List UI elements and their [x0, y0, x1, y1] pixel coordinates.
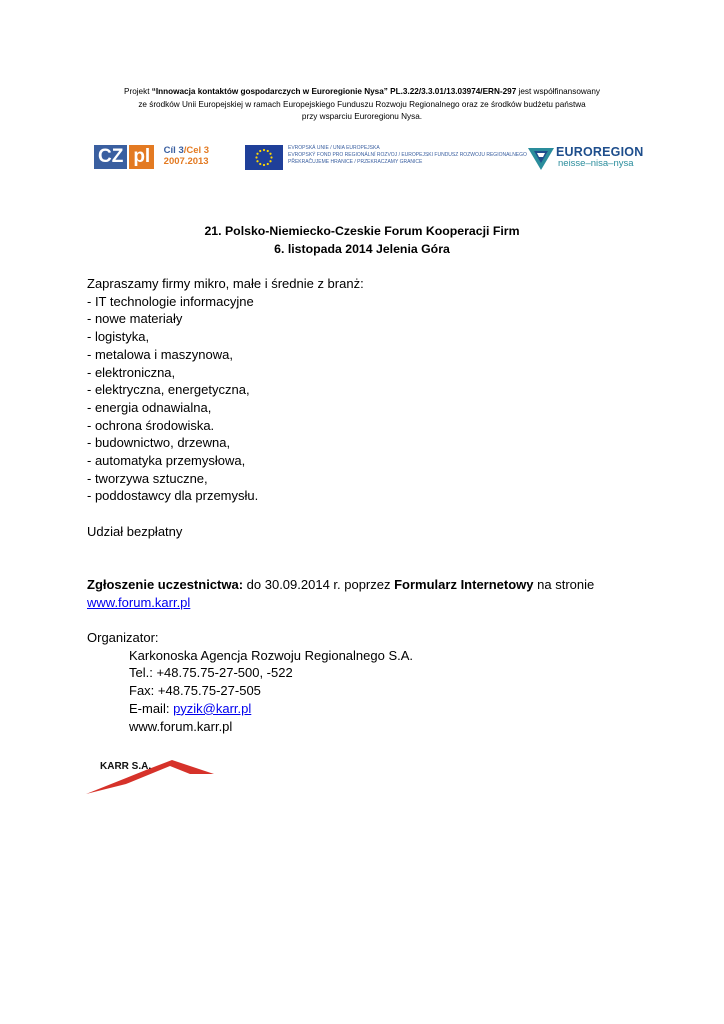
czpl-logo: CZ pl Cíl 3/Cel 3 2007.2013 — [94, 145, 209, 171]
list-item: - nowe materiały — [87, 311, 183, 327]
email-link[interactable]: pyzik@karr.pl — [173, 700, 252, 716]
organizer-website: www.forum.karr.pl — [129, 718, 233, 734]
industries-list — [87, 293, 647, 505]
project-name: “Innowacja kontaktów gospodarczych w Euroregionie Nysa” PL.3.22/3.3.01/13.03974/ERN-297 — [151, 87, 517, 96]
registration-text: Zgłoszenie uczestnictwa: do 30.09.2014 r. poprzez Formularz Internetowy na stronie — [87, 576, 595, 592]
list-item: - logistyka, — [87, 329, 150, 345]
organizer-email-row: E-mail: pyzik@karr.pl — [129, 700, 252, 716]
list-item: - automatyka przemysłowa, — [87, 453, 246, 469]
event-date-location: 6. listopada 2014 Jelenia Góra — [274, 242, 450, 256]
list-item: - ochrona środowiska. — [87, 417, 215, 433]
eu-flag-icon — [245, 145, 283, 170]
organizer-name: Karkonoska Agencja Rozwoju Regionalnego S.A. — [129, 647, 414, 663]
list-item: - elektroniczna, — [87, 364, 176, 380]
participation-text: Udział bezpłatny — [87, 523, 183, 539]
list-item: - elektryczna, energetyczna, — [87, 382, 250, 398]
organizer-fax: Fax: +48.75.75-27-505 — [129, 683, 261, 699]
czpl-cel-text: Cíl 3/Cel 3 2007.2013 — [163, 145, 210, 167]
project-header — [0, 86, 724, 124]
eu-text: EVROPSKÁ UNIE / UNIA EUROPEJSKA EVROPSKÝ FOND PRO REGIONÁLNÍ ROZVOJ / EUROPEJSKI FUNDUSZ ROZWOJU REGIONALNEGO PŘEKRAČUJEME HRANICE / PRZEKRACZAMY GRANICE — [288, 145, 527, 165]
registration-label: Zgłoszenie uczestnictwa: — [87, 576, 244, 592]
registration-form-name: Formularz Internetowy — [394, 576, 534, 592]
logos-bar — [0, 140, 724, 176]
event-title — [0, 222, 724, 258]
registration-link[interactable]: www.forum.karr.pl — [87, 594, 191, 610]
karr-logo — [86, 752, 214, 796]
header-line-2: ze środków Unii Europejskiej w ramach Europejskiego Funduszu Rozwoju Regionalnego oraz ze środków budżetu państwa — [138, 99, 586, 109]
euroregion-logo: EUROREGION neisse–nisa–nysa — [528, 144, 638, 172]
list-item: - metalowa i maszynowa, — [87, 346, 233, 362]
intro-text: Zapraszamy firmy mikro, małe i średnie z branż: — [87, 276, 364, 291]
list-item: - IT technologie informacyjne — [87, 293, 254, 309]
event-title-line-1: 21. Polsko-Niemiecko-Czeskie Forum Kooperacji Firm — [204, 224, 520, 238]
organizer-label: Organizator: — [87, 630, 159, 645]
list-item: - poddostawcy dla przemysłu. — [87, 488, 259, 504]
karr-logo-text: KARR S.A. — [100, 761, 152, 772]
document-body — [87, 275, 647, 735]
organizer-phone: Tel.: +48.75.75-27-500, -522 — [129, 665, 293, 681]
list-item: - budownictwo, drzewna, — [87, 435, 231, 451]
euroregion-mark-icon — [528, 146, 554, 170]
list-item: - energia odnawialna, — [87, 399, 212, 415]
list-item: - tworzywa sztuczne, — [87, 470, 208, 486]
header-line-3: przy wsparciu Euroregionu Nysa. — [301, 112, 423, 121]
header-line-1: Projekt “Innowacja kontaktów gospodarczych w Euroregionie Nysa” PL.3.22/3.3.01/13.03974/ERN-297 jest współfinansowany — [124, 87, 600, 96]
